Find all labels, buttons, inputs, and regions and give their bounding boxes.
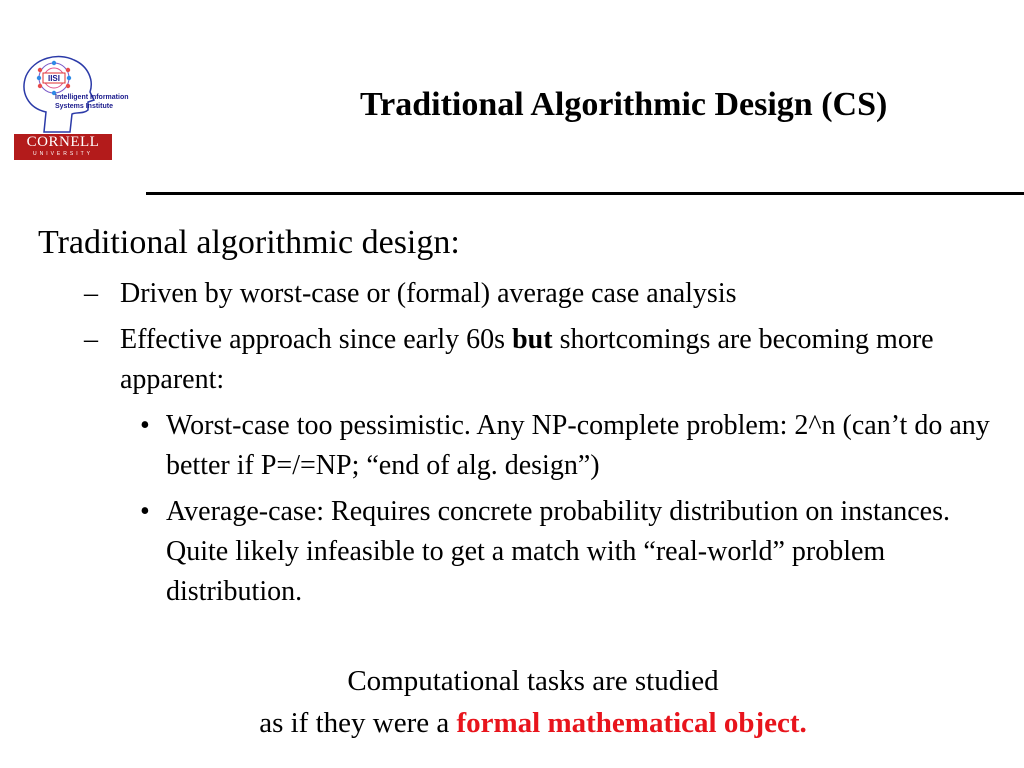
point-1 [38,274,998,314]
slide-title: Traditional Algorithmic Design (CS) [360,86,888,123]
closing-statement [0,660,1024,744]
svg-text:IISI: IISI [47,74,61,83]
point-2 [38,320,998,400]
cornell-name: CORNELL [26,134,100,150]
point-2-text-before: Effective approach since early 60s [120,324,513,355]
dash-marker: – [84,324,98,355]
point-2-text-after: shortcomings are becoming more apparent: [120,324,934,395]
bullet-marker: • [140,496,150,527]
iisi-name-line1: Intelligent Information [55,94,129,101]
subpoint-2-text: Average-case: Requires concrete probability distribution on instances. Quite likely infeasible to get a match with “real-world” problem distribution. [166,496,950,607]
bullet-marker: • [140,410,150,441]
cornell-sub: UNIVERSITY [32,151,93,157]
subpoint-1 [38,406,998,486]
cornell-logo [14,134,112,160]
main-heading: Traditional algorithmic design: [38,224,460,261]
subpoint-1-text: Worst-case too pessimistic. Any NP-complete problem: 2^n (can’t do any better if P=/=NP; “end of alg. design”) [166,410,990,481]
closing-line-2 [0,702,1024,744]
iisi-name [55,93,135,111]
dash-marker: – [84,278,98,309]
closing-highlight: formal mathematical object [456,707,800,739]
iisi-head-logo [14,50,126,134]
logo-block [14,50,129,162]
closing-line-2-before: as if they were a [259,707,457,739]
point-1-text: Driven by worst-case or (formal) average case analysis [120,278,737,309]
title-divider [146,192,1024,195]
subpoint-2 [38,492,998,612]
point-2-emphasis: but [512,324,553,355]
closing-line-1: Computational tasks are studied [347,665,719,697]
iisi-name-line2: Systems Institute [55,103,113,110]
closing-period: . [799,707,807,739]
slide-body [38,222,998,618]
